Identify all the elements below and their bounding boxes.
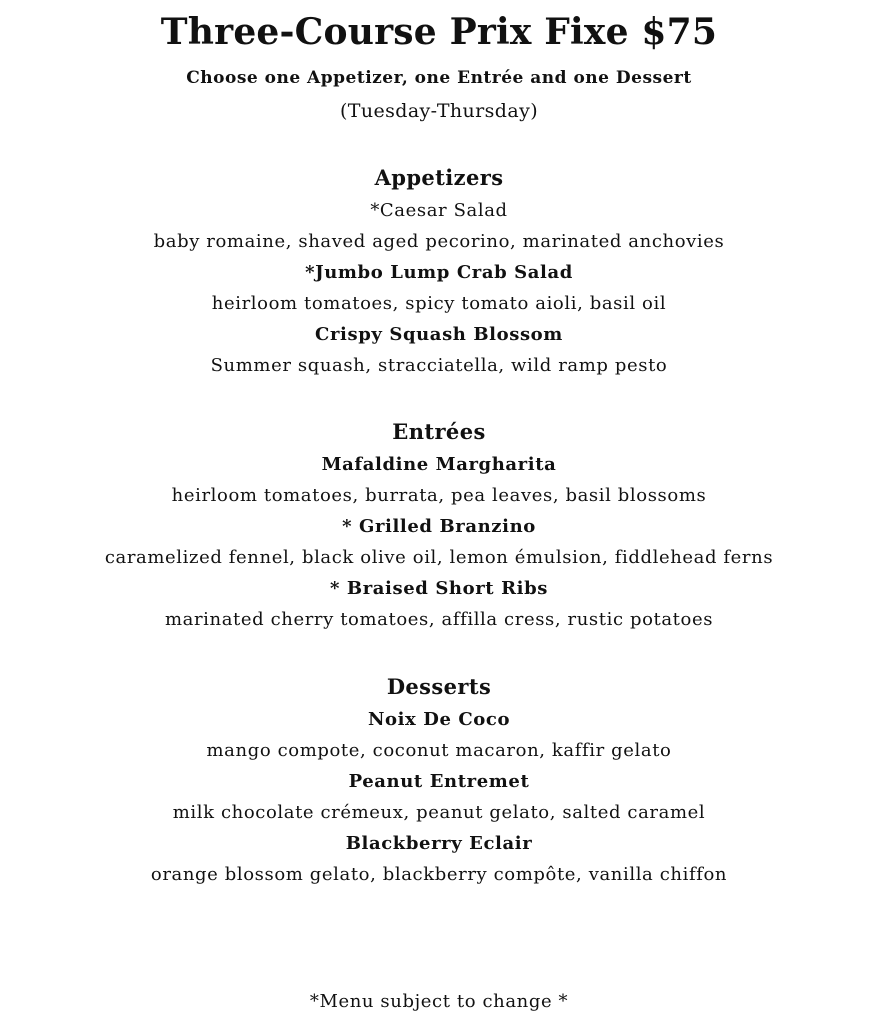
dish-description: marinated cherry tomatoes, affilla cress, rustic potatoes xyxy=(164,609,714,630)
menu-title: Three-Course Prix Fixe $75 xyxy=(160,11,718,53)
dish-name: Mafaldine Margharita xyxy=(321,454,557,475)
dish-description: heirloom tomatoes, burrata, pea leaves, basil blossoms xyxy=(171,485,707,506)
dish-description: caramelized fennel, black olive oil, lemon émulsion, fiddlehead ferns xyxy=(104,547,774,568)
dish-description: baby romaine, shaved aged pecorino, marinated anchovies xyxy=(153,231,725,252)
section-title: Desserts xyxy=(386,674,492,699)
dish-description: mango compote, coconut macaron, kaffir gelato xyxy=(206,740,672,761)
dish-description: milk chocolate crémeux, peanut gelato, salted caramel xyxy=(172,802,706,823)
dish-description: orange blossom gelato, blackberry compôte, vanilla chiffon xyxy=(150,864,728,885)
dish-name: Blackberry Eclair xyxy=(345,833,533,854)
section-title: Appetizers xyxy=(374,165,504,190)
menu-subtitle: Choose one Appetizer, one Entrée and one Dessert xyxy=(186,68,692,88)
dish-name: * Grilled Branzino xyxy=(342,516,536,537)
section-title: Entrées xyxy=(392,419,486,444)
dish-name: Crispy Squash Blossom xyxy=(315,324,563,345)
desserts-section xyxy=(0,670,878,890)
entrees-section xyxy=(0,415,878,635)
availability-days: (Tuesday-Thursday) xyxy=(339,100,539,122)
dish-description: heirloom tomatoes, spicy tomato aioli, basil oil xyxy=(211,293,667,314)
dish-description: Summer squash, stracciatella, wild ramp pesto xyxy=(210,355,668,376)
dish-name: Noix De Coco xyxy=(367,709,511,730)
dish-name: *Jumbo Lump Crab Salad xyxy=(305,262,573,283)
dish-name: * Braised Short Ribs xyxy=(330,578,548,599)
appetizers-section xyxy=(0,161,878,381)
dish-name: Peanut Entremet xyxy=(348,771,530,792)
menu-footer-note: *Menu subject to change * xyxy=(309,991,569,1012)
dish-name: *Caesar Salad xyxy=(370,200,508,221)
